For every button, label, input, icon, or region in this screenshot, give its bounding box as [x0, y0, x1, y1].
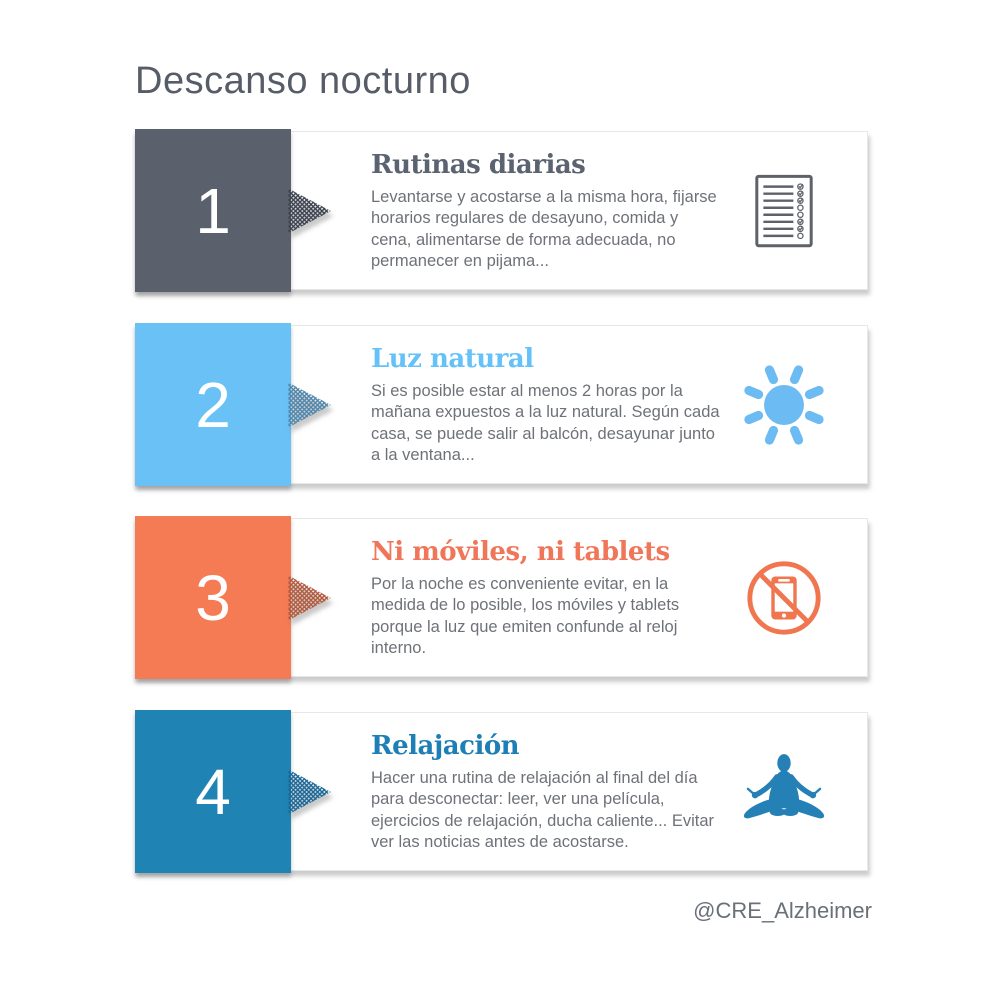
page-title: Descanso nocturno — [135, 60, 471, 102]
card-icon-box — [728, 713, 840, 870]
card-content — [371, 538, 723, 660]
card-content — [371, 345, 723, 467]
checklist-icon — [754, 172, 814, 250]
meditation-icon — [735, 752, 833, 832]
card-title: Relajación — [371, 731, 520, 761]
attribution-handle: @CRE_Alzheimer — [693, 898, 872, 923]
sketch-arrow-icon — [286, 566, 334, 630]
number-square — [135, 323, 291, 486]
sun-icon — [741, 362, 827, 448]
card-ni-moviles — [135, 518, 868, 677]
card-body: Si es posible estar al menos 2 horas por la mañana expuestos a la luz natural. Según cada casa, se puede salir al balcón, desayunar junto a la ventana... — [371, 381, 720, 465]
card-icon-box — [728, 326, 840, 483]
card-body: Por la noche es conveniente evitar, en la medida de lo posible, los móviles y tablets porque la luz que emiten confunde al reloj interno. — [371, 574, 680, 658]
sketch-arrow-icon — [286, 760, 334, 824]
step-number: 3 — [195, 561, 231, 634]
card-relajacion — [135, 712, 868, 871]
card-content — [371, 732, 723, 854]
card-luz-natural — [135, 325, 868, 484]
card-title: Luz natural — [371, 344, 534, 374]
no-phone-icon — [743, 557, 825, 639]
card-icon-box — [728, 132, 840, 289]
step-number: 1 — [195, 174, 231, 247]
sketch-arrow-icon — [286, 179, 334, 243]
card-title: Rutinas diarias — [371, 150, 586, 180]
card-content — [371, 151, 723, 273]
step-number: 4 — [195, 755, 231, 828]
card-body: Levantarse y acostarse a la misma hora, fijarse horarios regulares de desayuno, comida y cena, alimentarse de forma adecuada, no permanecer en pijama... — [371, 187, 717, 271]
card-icon-box — [728, 519, 840, 676]
card-title: Ni móviles, ni tablets — [371, 537, 670, 567]
step-number: 2 — [195, 368, 231, 441]
card-rutinas-diarias — [135, 131, 868, 290]
number-square — [135, 516, 291, 679]
sketch-arrow-icon — [286, 373, 334, 437]
number-square — [135, 129, 291, 292]
number-square — [135, 710, 291, 873]
card-body: Hacer una rutina de relajación al final del día para desconectar: leer, ver una película, ejercicios de relajación, ducha caliente... Evitar ver las noticias antes de acostarse. — [371, 768, 715, 852]
